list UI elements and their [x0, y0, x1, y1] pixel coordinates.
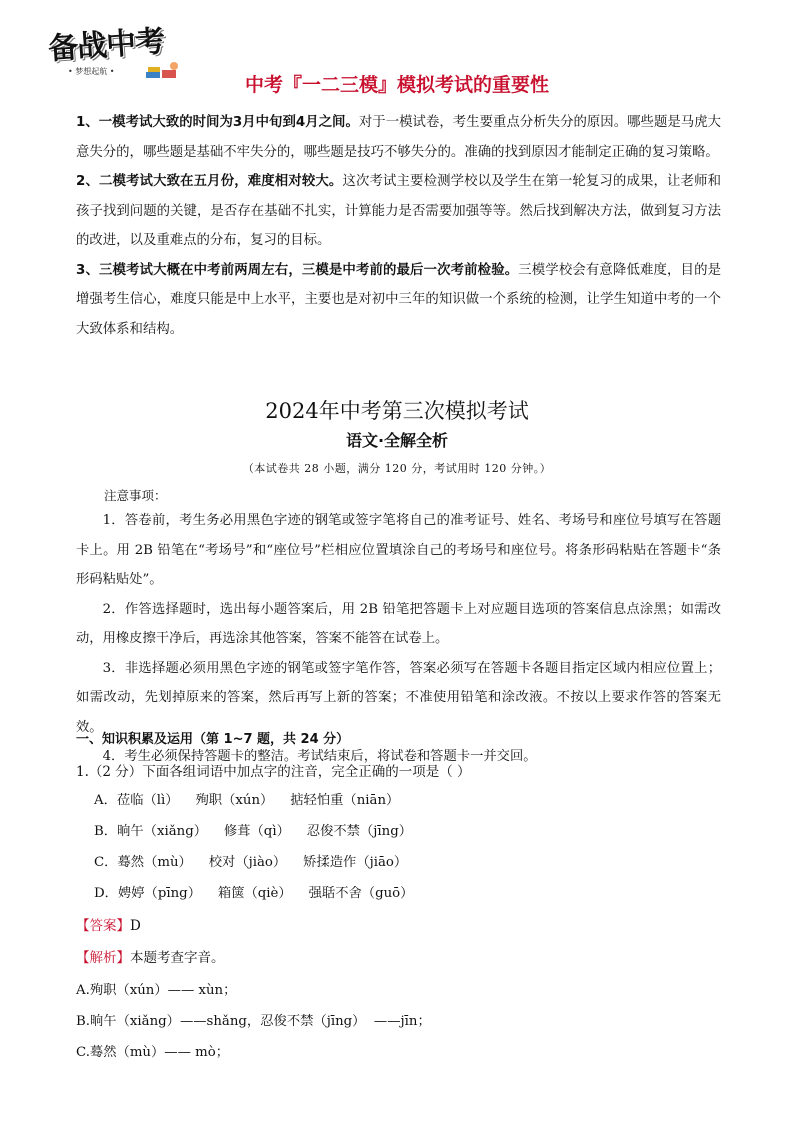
notice-item: 1．答卷前，考生务必用黑色字迹的钢笔或签字笔将自己的准考证号、姓名、考场号和座位号填写在答题卡上。用 2B 铅笔在“考场号”和“座位号”栏相应位置填涂自己的考场号和座位号。将条形码粘贴在答题卡“条形码粘贴处”。 — [76, 513, 721, 587]
answer — [76, 914, 141, 934]
promo-item-body: 对于一模试卷，考生要重点分析失分的原因。哪些题是马虎大意失分的，哪些题是基础不牢失分的，哪些题是技巧不够失分的。准确的找到原因才能制定正确的复习策略。 — [76, 115, 722, 160]
logo-text: 备战中考 — [47, 23, 166, 67]
promo-item — [76, 108, 721, 167]
exam-title: 2024年中考第三次模拟考试 — [265, 399, 529, 423]
notice-heading: 注意事项： — [104, 488, 167, 503]
promo-item-lead: 2、二模考试大致在五月份，难度相对较大。 — [76, 174, 343, 189]
answer-label: 【答案】 — [76, 918, 130, 934]
answer-value: D — [130, 918, 141, 934]
promo-item — [76, 256, 721, 345]
promo-title: 中考『一二三模』模拟考试的重要性 — [244, 74, 549, 96]
exam-note: （本试卷共 28 小题，满分 120 分，考试用时 120 分钟。） — [242, 462, 552, 475]
analysis-lines — [76, 978, 431, 1071]
analysis — [76, 946, 225, 966]
promo-item-lead: 1、一模考试大致的时间为3月中旬到4月之间。 — [76, 115, 359, 130]
notice-item: 4．考生必须保持答题卡的整洁。考试结束后，将试卷和答题卡一并交回。 — [102, 749, 537, 764]
analysis-line: A.殉职（xún）—— xùn； — [76, 983, 237, 998]
promo-text — [76, 108, 721, 344]
question-options — [94, 788, 413, 912]
exam-subtitle: 语文·全解全析 — [345, 431, 449, 450]
notice-item: 2．作答选择题时，选出每小题答案后，用 2B 铅笔把答题卡上对应题目选项的答案信息点涂黑；如需改动，用橡皮擦干净后，再选涂其他答案，答案不能答在试卷上。 — [76, 601, 721, 646]
analysis-text: 本题考查字音。 — [130, 950, 225, 966]
option-b: B．晌午（xiǎng） 修葺（qì） 忍俊不禁（jīng） — [94, 824, 413, 839]
option-c: C．蓦然（mù） 校对（jiào） 矫揉造作（jiāo） — [94, 855, 408, 870]
analysis-line: B.晌午（xiǎng）——shǎng，忍俊不禁（jīng） ——jīn； — [76, 1014, 431, 1029]
promo-item — [76, 167, 721, 256]
promo-item-body: 这次考试主要检测学校以及学生在第一轮复习的成果，让老师和孩子找到问题的关键，是否存在基础不扎实，计算能力是否需要加强等等。然后找到解决方法，做到复习方法的改进，以及重难点的分布，复习的目标。 — [76, 174, 721, 248]
analysis-line: C.蓦然（mù）—— mò； — [76, 1045, 230, 1060]
option-a: A．莅临（lì） 殉职（xún） 掂轻怕重（niān） — [94, 793, 400, 808]
promo-item-body: 三模学校会有意降低难度，目的是增强考生信心，难度只能是中上水平，主要也是对初中三年的知识做一个系统的检测，让学生知道中考的一个大致体系和结构。 — [76, 262, 721, 337]
promo-item-lead: 3、三模考试大概在中考前两周左右，三模是中考前的最后一次考前检验。 — [76, 262, 519, 278]
question-stem: 1.（2 分）下面各组词语中加点字的注音，完全正确的一项是（ ） — [76, 764, 471, 780]
logo-subtitle: • 梦想起航 • — [68, 67, 115, 76]
notice-item: 3．非选择题必须用黑色字迹的钢笔或签字笔作答，答案必须写在答题卡各题目指定区域内相应位置上；如需改动，先划掉原来的答案，然后再写上新的答案；不准使用铅笔和涂改液。不按以上要求作答的答案无效。 — [76, 660, 721, 735]
section-heading: 一、知识积累及运用（第 1~7 题，共 24 分） — [76, 732, 350, 747]
analysis-label: 【解析】 — [76, 950, 130, 966]
option-d: D．娉婷（pīng） 箱箧（qiè） 强聒不舍（guō） — [94, 886, 414, 901]
